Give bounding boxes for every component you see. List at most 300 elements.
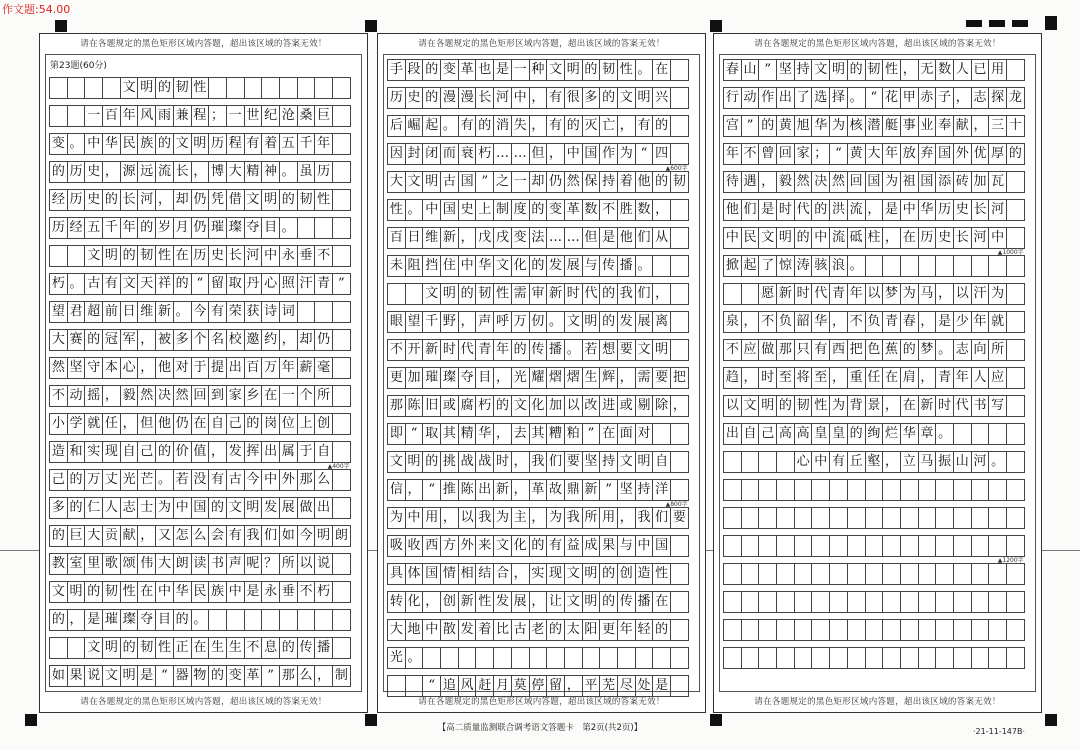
grid-cell: 没: [191, 469, 210, 491]
grid-cell: [741, 507, 760, 529]
grid-cell: 地: [405, 619, 424, 641]
grid-cell: 志: [953, 339, 972, 361]
grid-cell: 有: [635, 115, 654, 137]
grid-cell: 在: [900, 227, 919, 249]
grid-cell: 己: [226, 413, 245, 435]
grid-cell: 。: [405, 647, 424, 669]
grid-cell: 代: [458, 339, 477, 361]
grid-cell: 。: [405, 199, 424, 221]
grid-cell: 性: [120, 581, 139, 603]
grid-cell: 生: [208, 637, 227, 659]
grid-cell: 家: [794, 143, 813, 165]
grid-cell: 长: [971, 199, 990, 221]
grid-cell: 封: [405, 143, 424, 165]
grid-cell: [723, 535, 742, 557]
row-gap: [49, 98, 350, 105]
grid-cell: 相: [458, 563, 477, 585]
grid-cell: 于: [297, 441, 316, 463]
row-gap: [723, 248, 1024, 255]
grid-cell: 代: [794, 199, 813, 221]
grid-cell: [900, 563, 919, 585]
grid-cell: 向: [971, 339, 990, 361]
grid-cell: 任: [865, 367, 884, 389]
grid-cell: [900, 507, 919, 529]
grid-cell: 垂: [297, 245, 316, 267]
grid-cell: 。: [564, 339, 583, 361]
grid-cell: [405, 283, 424, 305]
grid-cell: [332, 161, 351, 183]
grid-cell: 出: [261, 441, 280, 463]
grid-cell: 朽: [475, 143, 494, 165]
grid-cell: 选: [811, 87, 830, 109]
grid-cell: [776, 591, 795, 613]
grid-cell: ，: [670, 395, 689, 417]
score-stamp: 作文题:54.00: [2, 3, 71, 16]
grid-cell: 的: [208, 665, 227, 687]
grid-cell: [865, 563, 884, 585]
grid-cell: 梦: [918, 339, 937, 361]
grid-cell: [758, 479, 777, 501]
grid-cell: [279, 609, 298, 631]
grid-cell: [882, 591, 901, 613]
grid-cell: [723, 283, 742, 305]
row-gap: [387, 444, 688, 451]
grid-cell: 甲: [900, 87, 919, 109]
grid-cell: 明: [102, 245, 121, 267]
grid-cell: [1006, 591, 1025, 613]
grid-cell: 创: [314, 413, 333, 435]
grid-cell: [297, 217, 316, 239]
grid-cell: 持: [635, 479, 654, 501]
row-gap: [387, 248, 688, 255]
grid-cell: 皇: [829, 423, 848, 445]
row-gap: [723, 108, 1024, 115]
grid-cell: [758, 563, 777, 585]
grid-cell: 华: [811, 115, 830, 137]
grid-cell: 绚: [865, 423, 884, 445]
grid-cell: 经: [67, 217, 86, 239]
grid-cell: 持: [794, 59, 813, 81]
grid-cell: 的: [155, 133, 174, 155]
grid-cell: 中: [564, 143, 583, 165]
word-count-mark: ▲800字: [665, 501, 688, 508]
grid-cell: 千: [297, 133, 316, 155]
grid-cell: 借: [226, 189, 245, 211]
grid-cell: 段: [405, 59, 424, 81]
grid-cell: 的: [794, 227, 813, 249]
grid-cell: 的: [599, 87, 618, 109]
grid-cell: [776, 619, 795, 641]
grid-cell: 不: [723, 339, 742, 361]
grid-cell: 莫: [511, 675, 530, 697]
row-gap: [49, 350, 350, 357]
grid-cell: 奉: [935, 115, 954, 137]
grid-cell: [865, 507, 884, 529]
row-gap: [49, 574, 350, 581]
grid-cell: 冠: [102, 329, 121, 351]
row-gap: [387, 136, 688, 143]
grid-cell: 我: [617, 283, 636, 305]
grid-cell: 外: [458, 535, 477, 557]
grid-cell: [988, 647, 1007, 669]
grid-cell: 是: [137, 665, 156, 687]
grid-cell: 性: [155, 637, 174, 659]
grid-cell: [261, 77, 280, 99]
grid-cell: 韧: [297, 189, 316, 211]
grid-cell: 文: [564, 563, 583, 585]
grid-cell: 仍: [546, 171, 565, 193]
grid-cell: 年: [617, 619, 636, 641]
grid-cell: 自: [652, 451, 671, 473]
row-gap: [723, 276, 1024, 283]
grid-cell: 文: [511, 395, 530, 417]
grid-cell: [670, 311, 689, 333]
grid-cell: [741, 535, 760, 557]
grid-cell: [882, 563, 901, 585]
grid-cell: 多: [173, 329, 192, 351]
grid-cell: [988, 535, 1007, 557]
grid-cell: ，: [529, 591, 548, 613]
grid-cell: 长: [120, 189, 139, 211]
grid-cell: 性: [493, 283, 512, 305]
row-gap: [387, 164, 688, 171]
grid-cell: [776, 507, 795, 529]
grid-cell: 芒: [137, 469, 156, 491]
grid-cell: 文: [564, 311, 583, 333]
grid-cell: 就: [988, 311, 1007, 333]
grid-cell: 明: [191, 133, 210, 155]
grid-cell: 明: [564, 59, 583, 81]
grid-cell: 如: [279, 525, 298, 547]
grid-cell: [935, 591, 954, 613]
grid-cell: ，: [279, 329, 298, 351]
grid-cell: 明: [244, 497, 263, 519]
grid-cell: 赛: [67, 329, 86, 351]
grid-cell: 失: [511, 115, 530, 137]
grid-cell: ；: [208, 105, 227, 127]
grid-cell: [811, 591, 830, 613]
row-gap: [49, 518, 350, 525]
grid-cell: ，: [829, 367, 848, 389]
grid-cell: 于: [191, 357, 210, 379]
grid-cell: 百: [387, 227, 406, 249]
grid-cell: 后: [387, 115, 406, 137]
grid-cell: 而: [440, 143, 459, 165]
grid-cell: 么: [314, 469, 333, 491]
grid-cell: 河: [244, 245, 263, 267]
grid-cell: 中: [900, 199, 919, 221]
grid-cell: 耀: [529, 367, 548, 389]
grid-cell: 重: [847, 367, 866, 389]
grid-cell: 有: [208, 469, 227, 491]
registration-mark: [966, 20, 982, 27]
grid-cell: ，: [511, 563, 530, 585]
grid-cell: 背: [847, 395, 866, 417]
grid-cell: 眼: [387, 311, 406, 333]
grid-cell: 开: [405, 339, 424, 361]
grid-cell: 的: [493, 395, 512, 417]
grid-cell: 至: [776, 367, 795, 389]
grid-cell: [794, 647, 813, 669]
grid-cell: 是: [493, 59, 512, 81]
grid-cell: “: [191, 273, 210, 295]
row-gap: [49, 434, 350, 441]
grid-cell: 在: [261, 385, 280, 407]
grid-cell: 守: [84, 357, 103, 379]
grid-cell: 战: [458, 451, 477, 473]
sheet-code: ·21-11-147B·: [973, 727, 1025, 736]
word-count-mark: ▲400字: [327, 463, 350, 470]
grid-cell: 因: [387, 143, 406, 165]
grid-cell: 化: [511, 255, 530, 277]
grid-cell: 汗: [971, 283, 990, 305]
grid-cell: 化: [511, 535, 530, 557]
grid-cell: 说: [84, 665, 103, 687]
grid-cell: 他: [635, 171, 654, 193]
grid-cell: 革: [244, 665, 263, 687]
grid-cell: 生: [226, 637, 245, 659]
grid-cell: 毫: [314, 357, 333, 379]
grid-cell: 性: [387, 199, 406, 221]
grid-cell: 艇: [882, 115, 901, 137]
grid-cell: 在: [173, 245, 192, 267]
grid-cell: 历: [918, 227, 937, 249]
grid-cell: 人: [971, 367, 990, 389]
grid-cell: [847, 647, 866, 669]
grid-cell: 的: [84, 581, 103, 603]
grid-cell: 神: [261, 161, 280, 183]
grid-cell: 文: [120, 273, 139, 295]
grid-cell: 他: [617, 227, 636, 249]
row-gap: [387, 80, 688, 87]
grid-cell: 超: [84, 301, 103, 323]
grid-cell: [314, 217, 333, 239]
grid-cell: [1006, 283, 1025, 305]
grid-cell: ，: [422, 591, 441, 613]
grid-cell: 马: [918, 283, 937, 305]
grid-cell: [670, 199, 689, 221]
grid-cell: 博: [208, 161, 227, 183]
grid-cell: 要: [564, 451, 583, 473]
grid-cell: 动: [67, 385, 86, 407]
grid-cell: 很: [564, 87, 583, 109]
grid-cell: 出: [314, 497, 333, 519]
grid-cell: 要: [652, 367, 671, 389]
grid-cell: ，: [102, 385, 121, 407]
grid-cell: 以: [723, 395, 742, 417]
grid-cell: 名: [208, 329, 227, 351]
grid-cell: 明: [405, 451, 424, 473]
grid-cell: 加: [405, 367, 424, 389]
sheet-footer: 【高二质量监测联合调考语文答题卡 第2页(共2页)】: [437, 723, 643, 733]
grid-cell: [332, 77, 351, 99]
grid-cell: 他: [723, 199, 742, 221]
grid-cell: [1006, 255, 1025, 277]
grid-cell: 仍: [173, 413, 192, 435]
grid-cell: 老: [529, 619, 548, 641]
grid-cell: 那: [776, 339, 795, 361]
grid-cell: 不: [314, 245, 333, 267]
grid-cell: 粕: [564, 423, 583, 445]
grid-cell: 展: [279, 497, 298, 519]
grid-cell: 消: [493, 115, 512, 137]
row-gap: [49, 658, 350, 665]
grid-cell: 在: [599, 423, 618, 445]
grid-cell: [244, 77, 263, 99]
grid-cell: 战: [475, 451, 494, 473]
grid-cell: 轻: [635, 619, 654, 641]
grid-cell: 出: [475, 479, 494, 501]
grid-cell: 骇: [811, 255, 830, 277]
grid-cell: 明: [829, 59, 848, 81]
grid-cell: 史: [405, 87, 424, 109]
grid-cell: 制: [332, 665, 351, 687]
grid-cell: [1006, 395, 1025, 417]
grid-cell: 毅: [120, 385, 139, 407]
grid-cell: 明: [314, 525, 333, 547]
grid-cell: 平: [582, 675, 601, 697]
grid-cell: 不: [49, 385, 68, 407]
grid-cell: 传: [617, 591, 636, 613]
grid-cell: 大: [226, 161, 245, 183]
grid-cell: 的: [422, 87, 441, 109]
grid-cell: 民: [191, 581, 210, 603]
grid-cell: 大: [387, 619, 406, 641]
grid-cell: 需: [635, 367, 654, 389]
grid-cell: ，: [120, 413, 139, 435]
grid-cell: 果: [599, 535, 618, 557]
grid-cell: [635, 647, 654, 669]
grid-cell: ，: [971, 115, 990, 137]
grid-cell: 新: [493, 479, 512, 501]
grid-cell: 瓦: [988, 171, 1007, 193]
grid-cell: 展: [564, 255, 583, 277]
grid-cell: 出: [226, 357, 245, 379]
grid-cell: [900, 255, 919, 277]
grid-cell: 。: [67, 273, 86, 295]
grid-cell: 至: [811, 367, 830, 389]
grid-cell: 书: [971, 395, 990, 417]
answer-column-2: [377, 33, 706, 713]
grid-cell: 邀: [244, 329, 263, 351]
grid-cell: 从: [652, 227, 671, 249]
grid-cell: 中: [84, 133, 103, 155]
grid-cell: 大: [49, 329, 68, 351]
grid-cell: [332, 413, 351, 435]
grid-cell: [226, 77, 245, 99]
answer-area: [383, 54, 700, 692]
grid-cell: [847, 535, 866, 557]
grid-cell: 的: [173, 273, 192, 295]
grid-cell: [279, 77, 298, 99]
grid-cell: ，: [758, 171, 777, 193]
grid-cell: ，: [900, 59, 919, 81]
grid-cell: ，: [652, 283, 671, 305]
grid-cell: 己: [137, 441, 156, 463]
grid-cell: [811, 619, 830, 641]
row-gap: [49, 546, 350, 553]
grid-cell: 在: [652, 591, 671, 613]
grid-cell: 么: [297, 665, 316, 687]
row-gap: [723, 136, 1024, 143]
grid-cell: 的: [155, 77, 174, 99]
grid-cell: [314, 609, 333, 631]
grid-cell: 漫: [440, 87, 459, 109]
grid-cell: 革: [564, 199, 583, 221]
grid-cell: 明: [440, 283, 459, 305]
grid-cell: 。: [847, 87, 866, 109]
grid-cell: 为: [617, 143, 636, 165]
notice-bottom: 请在各题规定的黑色矩形区域内答题，超出该区域的答案无效！: [418, 697, 665, 707]
grid-cell: ”: [758, 59, 777, 81]
grid-cell: 不: [758, 311, 777, 333]
grid-cell: 却: [297, 329, 316, 351]
grid-cell: 史: [84, 161, 103, 183]
grid-cell: 时: [758, 367, 777, 389]
grid-cell: 献: [953, 115, 972, 137]
grid-cell: [226, 609, 245, 631]
grid-cell: 毅: [776, 171, 795, 193]
grid-cell: 中: [422, 619, 441, 641]
grid-cell: 方: [440, 535, 459, 557]
grid-cell: …: [511, 143, 530, 165]
grid-cell: 的: [475, 115, 494, 137]
grid-cell: 今: [191, 301, 210, 323]
grid-cell: 年: [120, 105, 139, 127]
grid-cell: 人: [953, 59, 972, 81]
grid-cell: 中: [458, 255, 477, 277]
grid-cell: ，: [137, 525, 156, 547]
row-gap: [387, 108, 688, 115]
grid-cell: 涛: [794, 255, 813, 277]
grid-cell: 璨: [440, 367, 459, 389]
grid-cell: 文: [102, 665, 121, 687]
grid-cell: [935, 535, 954, 557]
grid-cell: ，: [652, 199, 671, 221]
grid-cell: 的: [564, 115, 583, 137]
grid-cell: 洪: [829, 199, 848, 221]
grid-cell: [387, 283, 406, 305]
grid-cell: 变: [511, 227, 530, 249]
grid-cell: …: [546, 227, 565, 249]
grid-cell: [988, 591, 1007, 613]
grid-cell: ，: [882, 395, 901, 417]
grid-cell: 持: [599, 451, 618, 473]
grid-cell: 动: [741, 87, 760, 109]
grid-cell: 的: [900, 339, 919, 361]
grid-cell: [847, 563, 866, 585]
grid-cell: [529, 647, 548, 669]
grid-cell: 把: [847, 339, 866, 361]
grid-cell: 我: [564, 507, 583, 529]
grid-cell: 历: [387, 87, 406, 109]
grid-cell: 巨: [67, 525, 86, 547]
grid-cell: [829, 591, 848, 613]
grid-cell: 上: [297, 413, 316, 435]
grid-cell: [776, 535, 795, 557]
grid-cell: 持: [599, 171, 618, 193]
row-gap: [723, 528, 1024, 535]
grid-cell: 作: [758, 87, 777, 109]
grid-cell: 是: [84, 609, 103, 631]
grid-cell: 心: [120, 357, 139, 379]
grid-cell: 国: [458, 171, 477, 193]
grid-cell: 雨: [155, 105, 174, 127]
grid-cell: 丘: [847, 451, 866, 473]
grid-cell: [332, 189, 351, 211]
grid-cell: 源: [120, 161, 139, 183]
grid-cell: [599, 647, 618, 669]
